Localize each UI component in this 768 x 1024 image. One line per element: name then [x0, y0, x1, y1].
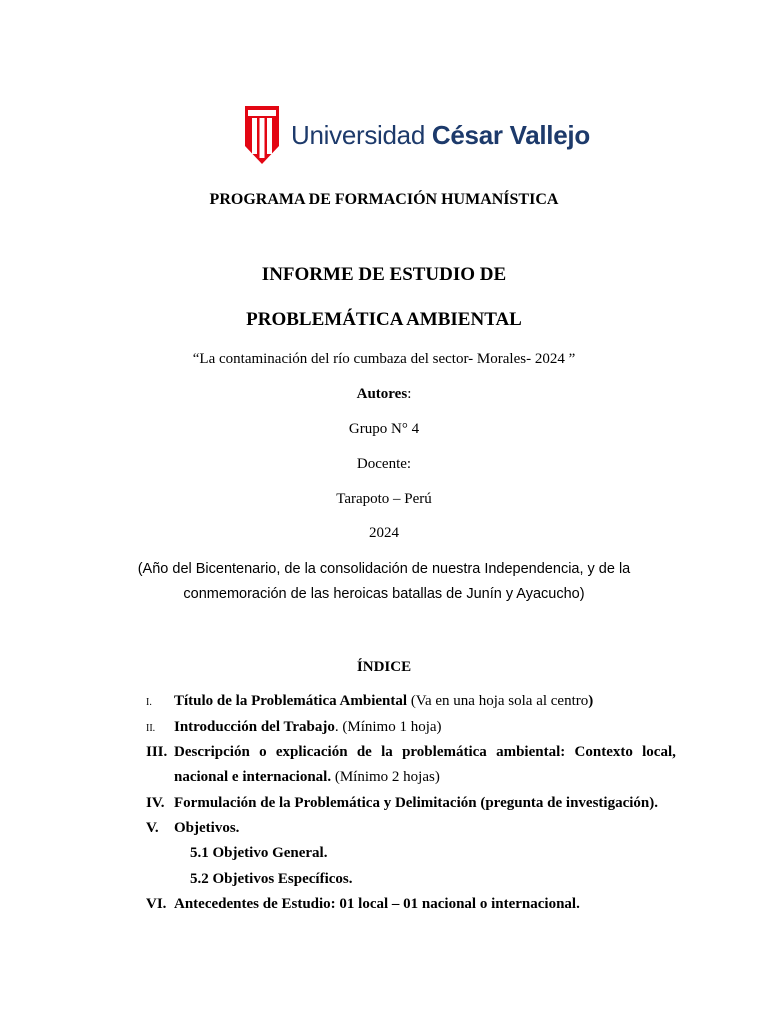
program-heading: PROGRAMA DE FORMACIÓN HUMANÍSTICA — [209, 191, 559, 208]
index-item-number: V. — [146, 820, 159, 836]
group-line: Grupo N° 4 — [348, 421, 420, 437]
teacher-line: Docente: — [356, 456, 412, 472]
report-title-line1: INFORME DE ESTUDIO DE — [261, 264, 507, 285]
index-item-number: IV. — [146, 795, 165, 811]
report-title-line2: PROBLEMÁTICA AMBIENTAL — [246, 309, 522, 330]
index-item-3-line1: Descripción o explicación de la problemática ambiental: Contexto local, — [174, 744, 676, 760]
report-subtitle: “La contaminación del río cumbaza del sector- Morales- 2024 ” — [192, 351, 576, 367]
index-item-number: II. — [146, 723, 156, 734]
ucv-shield-icon — [245, 106, 279, 164]
index-item-number: VI. — [146, 896, 167, 912]
motto-line2: conmemoración de las heroicas batallas de Junín y Ayacucho) — [183, 586, 585, 602]
place-line: Tarapoto – Perú — [336, 491, 432, 507]
university-logo — [245, 105, 590, 165]
index-title: ÍNDICE — [356, 659, 412, 675]
motto-line1: (Año del Bicentenario, de la consolidación de nuestra Independencia, y de la — [137, 561, 631, 577]
logo-wordmark: Universidad César Vallejo — [291, 119, 590, 150]
year-line: 2024 — [369, 525, 399, 541]
authors-line: Autores: — [356, 386, 412, 402]
index-item-number: III. — [146, 744, 168, 760]
index-item-number: I. — [146, 697, 152, 708]
